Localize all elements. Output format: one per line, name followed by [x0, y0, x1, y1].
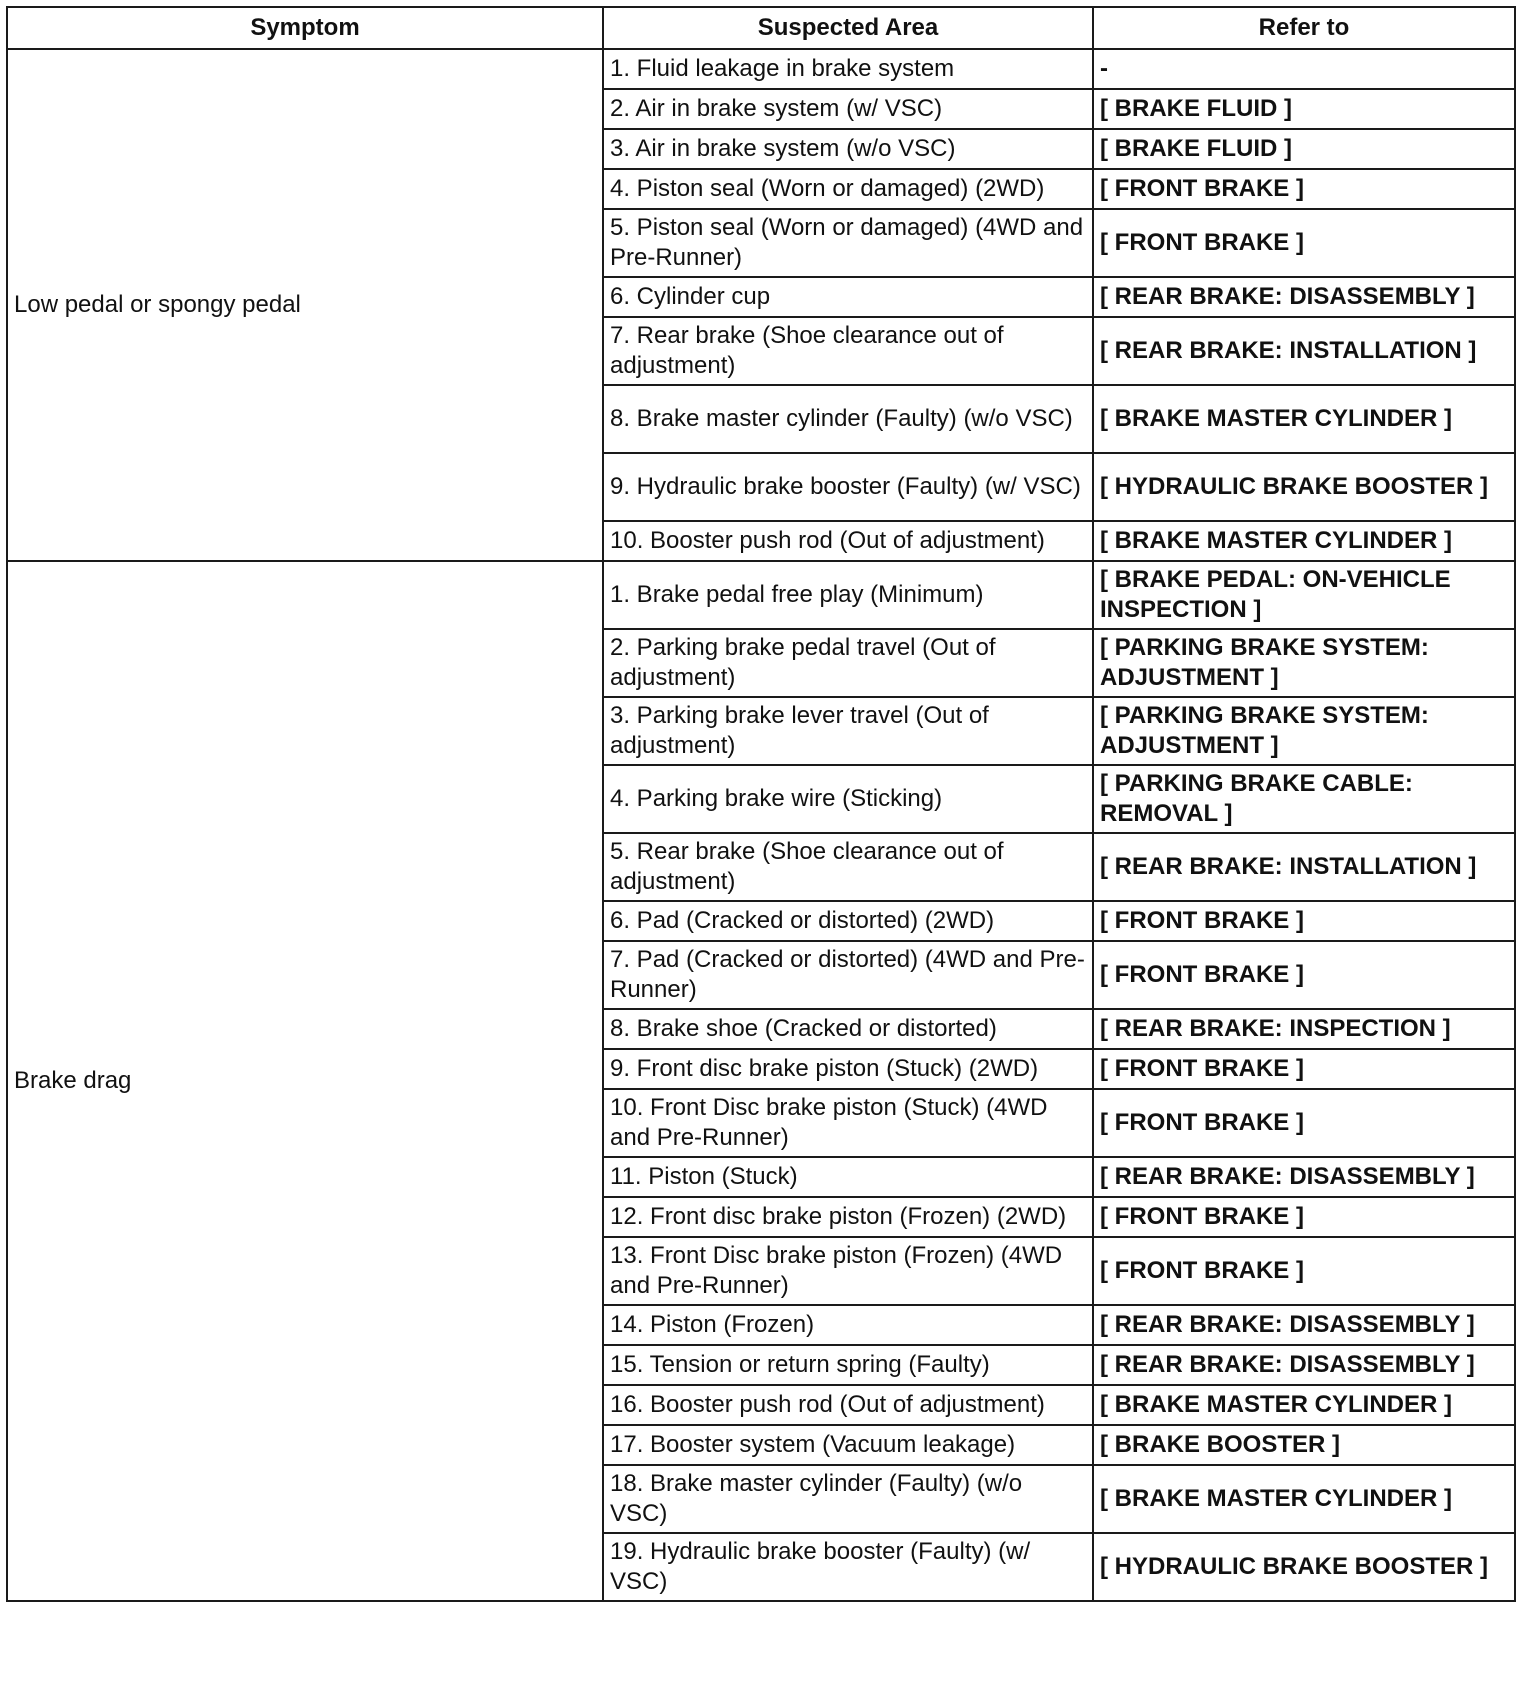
refer-to-cell: [ REAR BRAKE: DISASSEMBLY ] — [1093, 1157, 1515, 1197]
refer-to-cell: [ FRONT BRAKE ] — [1093, 1089, 1515, 1157]
refer-to-cell: [ FRONT BRAKE ] — [1093, 941, 1515, 1009]
suspected-area-cell: 11. Piston (Stuck) — [603, 1157, 1093, 1197]
refer-to-cell: [ FRONT BRAKE ] — [1093, 169, 1515, 209]
refer-to-cell: [ BRAKE BOOSTER ] — [1093, 1425, 1515, 1465]
suspected-area-cell: 8. Brake master cylinder (Faulty) (w/o VSC) — [603, 385, 1093, 453]
suspected-area-cell: 17. Booster system (Vacuum leakage) — [603, 1425, 1093, 1465]
refer-to-cell: [ BRAKE MASTER CYLINDER ] — [1093, 521, 1515, 561]
suspected-area-cell: 4. Piston seal (Worn or damaged) (2WD) — [603, 169, 1093, 209]
refer-to-cell: [ FRONT BRAKE ] — [1093, 1197, 1515, 1237]
refer-to-cell: [ REAR BRAKE: INSTALLATION ] — [1093, 833, 1515, 901]
header-refer-to: Refer to — [1093, 7, 1515, 49]
suspected-area-cell: 9. Front disc brake piston (Stuck) (2WD) — [603, 1049, 1093, 1089]
refer-to-cell: [ FRONT BRAKE ] — [1093, 209, 1515, 277]
suspected-area-cell: 5. Rear brake (Shoe clearance out of adjustment) — [603, 833, 1093, 901]
suspected-area-cell: 10. Front Disc brake piston (Stuck) (4WD and Pre-Runner) — [603, 1089, 1093, 1157]
suspected-area-cell: 13. Front Disc brake piston (Frozen) (4WD and Pre-Runner) — [603, 1237, 1093, 1305]
suspected-area-cell: 8. Brake shoe (Cracked or distorted) — [603, 1009, 1093, 1049]
header-suspected-area: Suspected Area — [603, 7, 1093, 49]
suspected-area-cell: 6. Cylinder cup — [603, 277, 1093, 317]
refer-to-cell: [ BRAKE FLUID ] — [1093, 129, 1515, 169]
symptom-cell: Low pedal or spongy pedal — [7, 49, 603, 561]
suspected-area-cell: 1. Fluid leakage in brake system — [603, 49, 1093, 89]
suspected-area-cell: 2. Air in brake system (w/ VSC) — [603, 89, 1093, 129]
refer-to-cell: [ BRAKE PEDAL: ON-VEHICLE INSPECTION ] — [1093, 561, 1515, 629]
refer-to-cell: [ FRONT BRAKE ] — [1093, 1237, 1515, 1305]
suspected-area-cell: 6. Pad (Cracked or distorted) (2WD) — [603, 901, 1093, 941]
suspected-area-cell: 9. Hydraulic brake booster (Faulty) (w/ VSC) — [603, 453, 1093, 521]
suspected-area-cell: 10. Booster push rod (Out of adjustment) — [603, 521, 1093, 561]
symptom-table — [6, 6, 1516, 1602]
suspected-area-cell: 15. Tension or return spring (Faulty) — [603, 1345, 1093, 1385]
suspected-area-cell: 3. Air in brake system (w/o VSC) — [603, 129, 1093, 169]
suspected-area-cell: 1. Brake pedal free play (Minimum) — [603, 561, 1093, 629]
refer-to-cell: [ REAR BRAKE: DISASSEMBLY ] — [1093, 1305, 1515, 1345]
suspected-area-cell: 19. Hydraulic brake booster (Faulty) (w/ VSC) — [603, 1533, 1093, 1601]
suspected-area-cell: 3. Parking brake lever travel (Out of adjustment) — [603, 697, 1093, 765]
refer-to-cell: [ BRAKE MASTER CYLINDER ] — [1093, 1385, 1515, 1425]
table-row — [7, 561, 1515, 629]
refer-to-cell: [ REAR BRAKE: DISASSEMBLY ] — [1093, 277, 1515, 317]
refer-to-cell: [ REAR BRAKE: INSTALLATION ] — [1093, 317, 1515, 385]
refer-to-cell: [ HYDRAULIC BRAKE BOOSTER ] — [1093, 453, 1515, 521]
refer-to-cell: [ BRAKE MASTER CYLINDER ] — [1093, 385, 1515, 453]
suspected-area-cell: 14. Piston (Frozen) — [603, 1305, 1093, 1345]
table-row — [7, 49, 1515, 89]
suspected-area-cell: 7. Rear brake (Shoe clearance out of adjustment) — [603, 317, 1093, 385]
refer-to-cell: [ PARKING BRAKE SYSTEM: ADJUSTMENT ] — [1093, 629, 1515, 697]
suspected-area-cell: 7. Pad (Cracked or distorted) (4WD and Pre-Runner) — [603, 941, 1093, 1009]
refer-to-cell: [ PARKING BRAKE CABLE: REMOVAL ] — [1093, 765, 1515, 833]
refer-to-cell: - — [1093, 49, 1515, 89]
refer-to-cell: [ PARKING BRAKE SYSTEM: ADJUSTMENT ] — [1093, 697, 1515, 765]
suspected-area-cell: 12. Front disc brake piston (Frozen) (2WD) — [603, 1197, 1093, 1237]
header-symptom: Symptom — [7, 7, 603, 49]
refer-to-cell: [ BRAKE MASTER CYLINDER ] — [1093, 1465, 1515, 1533]
suspected-area-cell: 5. Piston seal (Worn or damaged) (4WD and Pre-Runner) — [603, 209, 1093, 277]
suspected-area-cell: 18. Brake master cylinder (Faulty) (w/o VSC) — [603, 1465, 1093, 1533]
suspected-area-cell: 4. Parking brake wire (Sticking) — [603, 765, 1093, 833]
refer-to-cell: [ BRAKE FLUID ] — [1093, 89, 1515, 129]
refer-to-cell: [ REAR BRAKE: DISASSEMBLY ] — [1093, 1345, 1515, 1385]
refer-to-cell: [ FRONT BRAKE ] — [1093, 901, 1515, 941]
refer-to-cell: [ HYDRAULIC BRAKE BOOSTER ] — [1093, 1533, 1515, 1601]
table-body — [7, 49, 1515, 1601]
symptom-cell: Brake drag — [7, 561, 603, 1601]
refer-to-cell: [ REAR BRAKE: INSPECTION ] — [1093, 1009, 1515, 1049]
suspected-area-cell: 2. Parking brake pedal travel (Out of adjustment) — [603, 629, 1093, 697]
header-row — [7, 7, 1515, 49]
suspected-area-cell: 16. Booster push rod (Out of adjustment) — [603, 1385, 1093, 1425]
refer-to-cell: [ FRONT BRAKE ] — [1093, 1049, 1515, 1089]
